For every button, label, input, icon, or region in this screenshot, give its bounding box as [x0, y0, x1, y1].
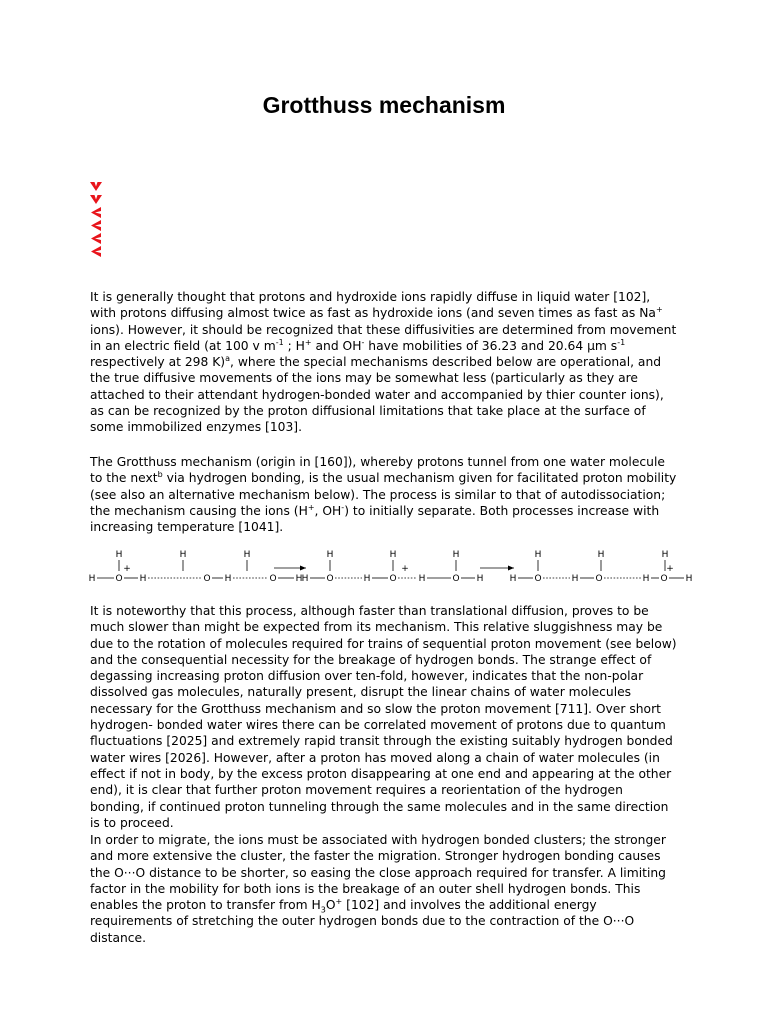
hydrogen-atom: H — [326, 550, 334, 560]
hydrogen-atom: H — [295, 574, 303, 584]
hydrogen-atom: H — [685, 574, 693, 584]
hydrogen-atom: H — [418, 574, 426, 584]
chevron-down-icon[interactable] — [88, 193, 104, 206]
oxygen-atom: O — [534, 574, 542, 584]
hydrogen-atom: H — [88, 574, 96, 584]
paragraph-2: The Grotthuss mechanism (origin in [160]), whereby protons tunnel from one water molecule to the next$^b$ via hydrogen bonding, is the usual mechanism given for facilitated proton mobility (see also an alternative mechanism below). The process is similar to that of autodissociation; the mechanism causing the ions (H+, OH-) to initially separate. Both processes increase with increasing temperature [1041]. — [90, 455, 677, 535]
chevron-stack — [88, 180, 108, 258]
hydrogen-atom: H — [509, 574, 517, 584]
hydrogen-atom: H — [571, 574, 579, 584]
proton-transfer-diagram — [80, 547, 700, 593]
chevron-left-icon[interactable] — [88, 219, 104, 232]
hydrogen-atom: H — [534, 550, 542, 560]
hydrogen-atom: H — [389, 550, 397, 560]
paragraph-4: In order to migrate, the ions must be associated with hydrogen bonded clusters; the stronger and more extensive the cluster, the faster the migration. Stronger hydrogen bonding causes the O···O distance to be shorter, so easing the close approach required for transfer. A limiting factor in the mobility for both ions is the breakage of an outer shell hydrogen bonds. This enables the proton to transfer from $H_3O^+$ [102] and involves the additional energy requirements of stretching the outer hydrogen bonds due to the contraction of the O···O distance. — [90, 833, 666, 945]
hydrogen-atom: H — [363, 574, 371, 584]
oxygen-atom: O — [269, 574, 277, 584]
hydrogen-atom: H — [224, 574, 232, 584]
oxygen-atom: O — [595, 574, 603, 584]
positive-charge: + — [666, 564, 674, 574]
arrow-head — [300, 566, 306, 571]
hydrogen-atom: H — [452, 550, 460, 560]
hydrogen-atom: H — [597, 550, 605, 560]
oxygen-atom: O — [452, 574, 460, 584]
chevron-left-icon[interactable] — [88, 245, 104, 258]
hydrogen-atom: H — [642, 574, 650, 584]
oxygen-atom: O — [115, 574, 123, 584]
paragraph-3: It is noteworthy that this process, although faster than translational diffusion, proves to be much slower than might be expected from its mechanism. This relative sluggishness may be due to the rotation of molecules required for trains of sequential proton movement (see below) and the consequential necessity for the breakage of hydrogen bonds. The strange effect of degassing increasing proton diffusion over ten-fold, however, indicates that the non-polar dissolved gas molecules, naturally present, disrupt the linear chains of water molecules necessary for the Grotthuss mechanism and so slow the proton movement [711]. Over short hydrogen- bonded water wires there can be correlated movement of protons due to quantum fluctuations [2025] and extremely rapid transit through the existing suitably hydrogen bonded water wires [2026]. However, after a proton has moved along a chain of water molecules (in effect if not in body, by the excess proton disappearing at one end and appearing at the other end), it is clear that further proton movement requires a reorientation of the hydrogen bonding, if continued proton tunneling through the same molecules and in the same direction is to proceed. — [90, 604, 677, 830]
paragraph-1: It is generally thought that protons and hydroxide ions rapidly diffuse in liquid water [102], with protons diffusing almost twice as fast as hydroxide ions (and seven times as fast as Na+ ions). However, it should be recognized that these diffusivities are determined from movement in an electric field (at 100 v $m^{-1}$ ; H+ and OH- have mobilities of 36.23 and 20.64 µm $s^{-1}$ respectively at 298 K)$^a$, where the special mechanisms described below are operational, and the true diffusive movements of the ions may be somewhat less (particularly as they are attached to their attendant hydrogen-bonded water and accompanied by thier counter ions), as can be recognized by the proton diffusional limitations that take place at the surface of some immobilized enzymes [103]. — [90, 290, 677, 435]
hydrogen-atom: H — [179, 550, 187, 560]
positive-charge: + — [401, 564, 409, 574]
arrow-head — [508, 566, 514, 571]
oxygen-atom: O — [389, 574, 397, 584]
hydrogen-atom: H — [243, 550, 251, 560]
hydrogen-atom: H — [115, 550, 123, 560]
oxygen-atom: O — [203, 574, 211, 584]
oxygen-atom: O — [326, 574, 334, 584]
positive-charge: + — [123, 564, 131, 574]
chevron-left-icon[interactable] — [88, 232, 104, 245]
chevron-left-icon[interactable] — [88, 206, 104, 219]
chevron-down-icon[interactable] — [88, 180, 104, 193]
page-title: Grotthuss mechanism — [262, 92, 506, 118]
hydrogen-atom: H — [139, 574, 147, 584]
hydrogen-atom: H — [661, 550, 669, 560]
oxygen-atom: O — [660, 574, 668, 584]
hydrogen-atom: H — [476, 574, 484, 584]
hydrogen-atom: H — [301, 574, 309, 584]
